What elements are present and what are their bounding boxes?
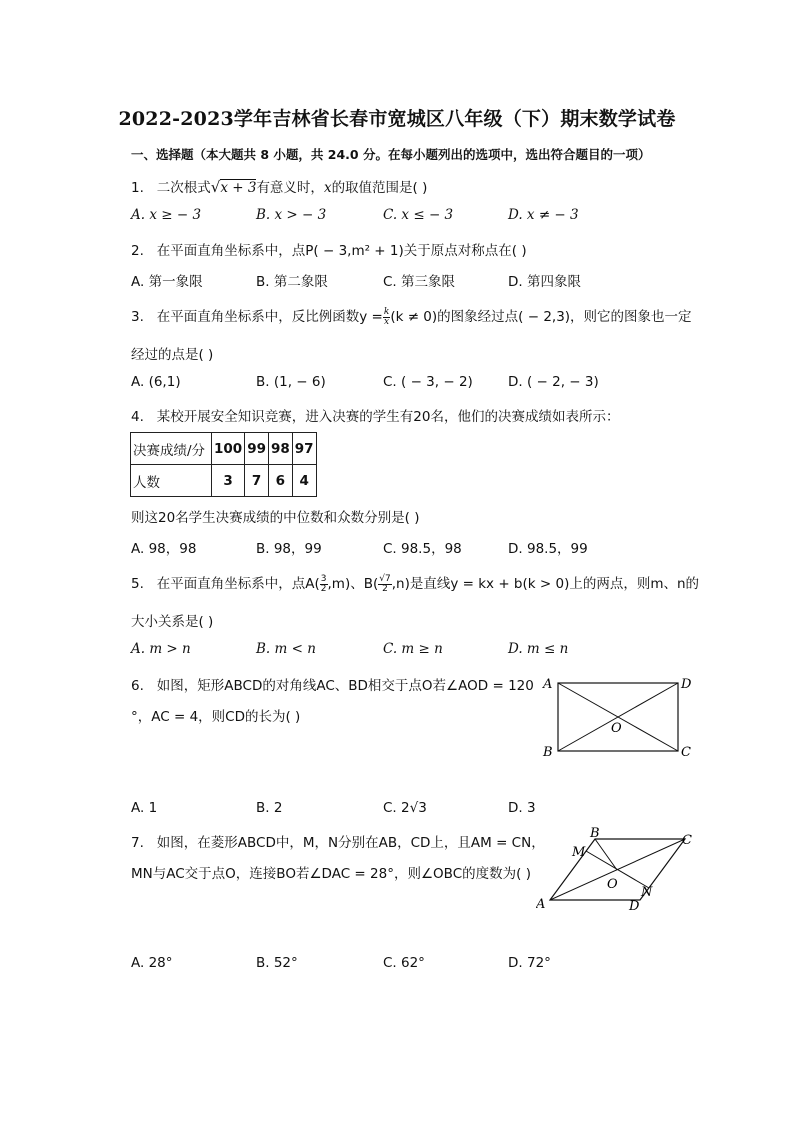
q3-option-b[interactable]: B. (1, − 6)	[256, 374, 326, 390]
table-cell: 6	[268, 465, 292, 497]
q4-option-d[interactable]: D. 98.5，99	[508, 541, 588, 557]
q3-line2: 经过的点是( )	[131, 347, 214, 363]
label-b: B	[590, 826, 600, 841]
q7-option-d[interactable]: D. 72°	[508, 955, 551, 971]
label-o: O	[611, 721, 622, 736]
rectangle-figure	[538, 672, 698, 764]
q5-option-b[interactable]: B. m < n	[256, 641, 316, 657]
q1-number: 1.	[131, 180, 144, 196]
section-heading: 一、选择题（本大题共 8 小题，共 24.0 分。在每小题列出的选项中，选出符合题目的一项）	[131, 147, 651, 162]
q2-option-d[interactable]: D. 第四象限	[508, 274, 581, 290]
q5-frac-b	[378, 575, 391, 594]
q6-option-c[interactable]: C. 2√3	[383, 800, 427, 816]
q2-text: 在平面直角坐标系中，点P( − 3,m² + 1)关于原点对称点在( )	[156, 243, 527, 259]
table-cell: 3	[212, 465, 245, 497]
q3-frac-num: k	[383, 306, 390, 317]
q1-option-c[interactable]: C. x ≤ − 3	[383, 207, 454, 223]
table-row	[131, 433, 317, 465]
table-cell: 99	[245, 433, 269, 465]
q1-var: x	[323, 180, 332, 196]
q2-option-b[interactable]: B. 第二象限	[256, 274, 328, 290]
q4-option-c[interactable]: C. 98.5，98	[383, 541, 462, 557]
q6-line1: 如图，矩形ABCD的对角线AC、BD相交于点O若∠AOD = 120	[156, 678, 534, 694]
q4-option-a[interactable]: A. 98，98	[131, 541, 197, 557]
question-5	[131, 572, 699, 594]
q5-option-d[interactable]: D. m ≤ n	[508, 641, 569, 657]
table-cell: 98	[268, 433, 292, 465]
q5-post: ,n)是直线y = kx + b(k > 0)上的两点，则m、n的	[391, 576, 700, 592]
q1-pre: 二次根式	[156, 180, 211, 196]
q3-pre: 在平面直角坐标系中，反比例函数y =	[156, 309, 383, 325]
q6-line2: °，AC = 4，则CD的长为( )	[131, 709, 301, 725]
label-b: B	[543, 745, 553, 760]
question-6	[131, 674, 534, 694]
segment-bo	[595, 839, 617, 870]
q5-a-num: 3	[320, 573, 327, 584]
table-header-score: 决赛成绩/分	[131, 433, 212, 465]
label-d: D	[681, 677, 692, 692]
q5-b-den: 2	[382, 583, 388, 594]
q7-line1: 如图，在菱形ABCD中，M，N分别在AB，CD上，且AM = CN，	[156, 835, 545, 851]
label-a: A	[543, 677, 553, 692]
question-1	[131, 176, 427, 196]
q5-a-den: 2	[320, 583, 327, 594]
q3-number: 3.	[131, 309, 144, 325]
label-a: A	[536, 897, 546, 912]
q4-option-b[interactable]: B. 98，99	[256, 541, 322, 557]
q4-question: 则这20名学生决赛成绩的中位数和众数分别是( )	[131, 510, 420, 526]
table-header-count: 人数	[131, 465, 212, 497]
label-m: M	[572, 845, 586, 860]
q5-mid: ,m)、B(	[327, 576, 379, 592]
score-table	[130, 432, 317, 497]
label-c: C	[682, 833, 692, 848]
q5-option-c[interactable]: C. m ≥ n	[383, 641, 443, 657]
q1-post: 有意义时，	[256, 180, 324, 196]
q5-number: 5.	[131, 576, 144, 592]
page-title: 2022-2023学年吉林省长春市宽城区八年级（下）期末数学试卷	[118, 108, 676, 130]
q3-frac-den: x	[384, 316, 390, 327]
table-cell: 100	[212, 433, 245, 465]
q5-option-a[interactable]: A. m > n	[131, 641, 191, 657]
q3-option-a[interactable]: A. (6,1)	[131, 374, 181, 390]
q4-number: 4.	[131, 409, 144, 425]
q7-number: 7.	[131, 835, 144, 851]
q6-option-d[interactable]: D. 3	[508, 800, 536, 816]
q7-option-b[interactable]: B. 52°	[256, 955, 298, 971]
q5-frac-a	[320, 575, 328, 594]
q2-number: 2.	[131, 243, 144, 259]
q1-option-b[interactable]: B. x > − 3	[256, 207, 327, 223]
q7-option-c[interactable]: C. 62°	[383, 955, 425, 971]
q6-option-a[interactable]: A. 1	[131, 800, 158, 816]
label-n: N	[641, 885, 653, 900]
rhombus-figure	[536, 826, 698, 914]
q1-option-d[interactable]: D. x ≠ − 3	[508, 207, 579, 223]
q3-option-d[interactable]: D. ( − 2, − 3)	[508, 374, 599, 390]
q1-option-a[interactable]: A. x ≥ − 3	[131, 207, 202, 223]
question-7	[131, 831, 545, 851]
question-3	[131, 305, 692, 327]
q7-option-a[interactable]: A. 28°	[131, 955, 173, 971]
label-o: O	[607, 877, 618, 892]
sqrt-sign: √	[210, 178, 221, 196]
table-cell: 4	[292, 465, 316, 497]
q1-post2: 的取值范围是( )	[331, 180, 428, 196]
table-cell: 7	[245, 465, 269, 497]
q6-number: 6.	[131, 678, 144, 694]
q2-option-c[interactable]: C. 第三象限	[383, 274, 456, 290]
q2-option-a[interactable]: A. 第一象限	[131, 274, 203, 290]
q1-radicand: x + 3	[220, 180, 257, 196]
q3-post: (k ≠ 0)的图象经过点( − 2,3)，则它的图象也一定	[390, 309, 692, 325]
label-d: D	[629, 899, 640, 914]
q7-line2: MN与AC交于点O，连接BO若∠DAC = 28°，则∠OBC的度数为( )	[131, 866, 531, 882]
label-c: C	[681, 745, 691, 760]
q5-b-num: √7	[379, 573, 391, 584]
q6-option-b[interactable]: B. 2	[256, 800, 283, 816]
q5-line2: 大小关系是( )	[131, 614, 214, 630]
question-4	[131, 405, 619, 425]
q4-text: 某校开展安全知识竞赛，进入决赛的学生有20名，他们的决赛成绩如表所示：	[156, 409, 620, 425]
q5-pre: 在平面直角坐标系中，点A(	[156, 576, 320, 592]
table-row	[131, 465, 317, 497]
table-cell: 97	[292, 433, 316, 465]
question-2	[131, 239, 527, 259]
q3-option-c[interactable]: C. ( − 3, − 2)	[383, 374, 473, 390]
